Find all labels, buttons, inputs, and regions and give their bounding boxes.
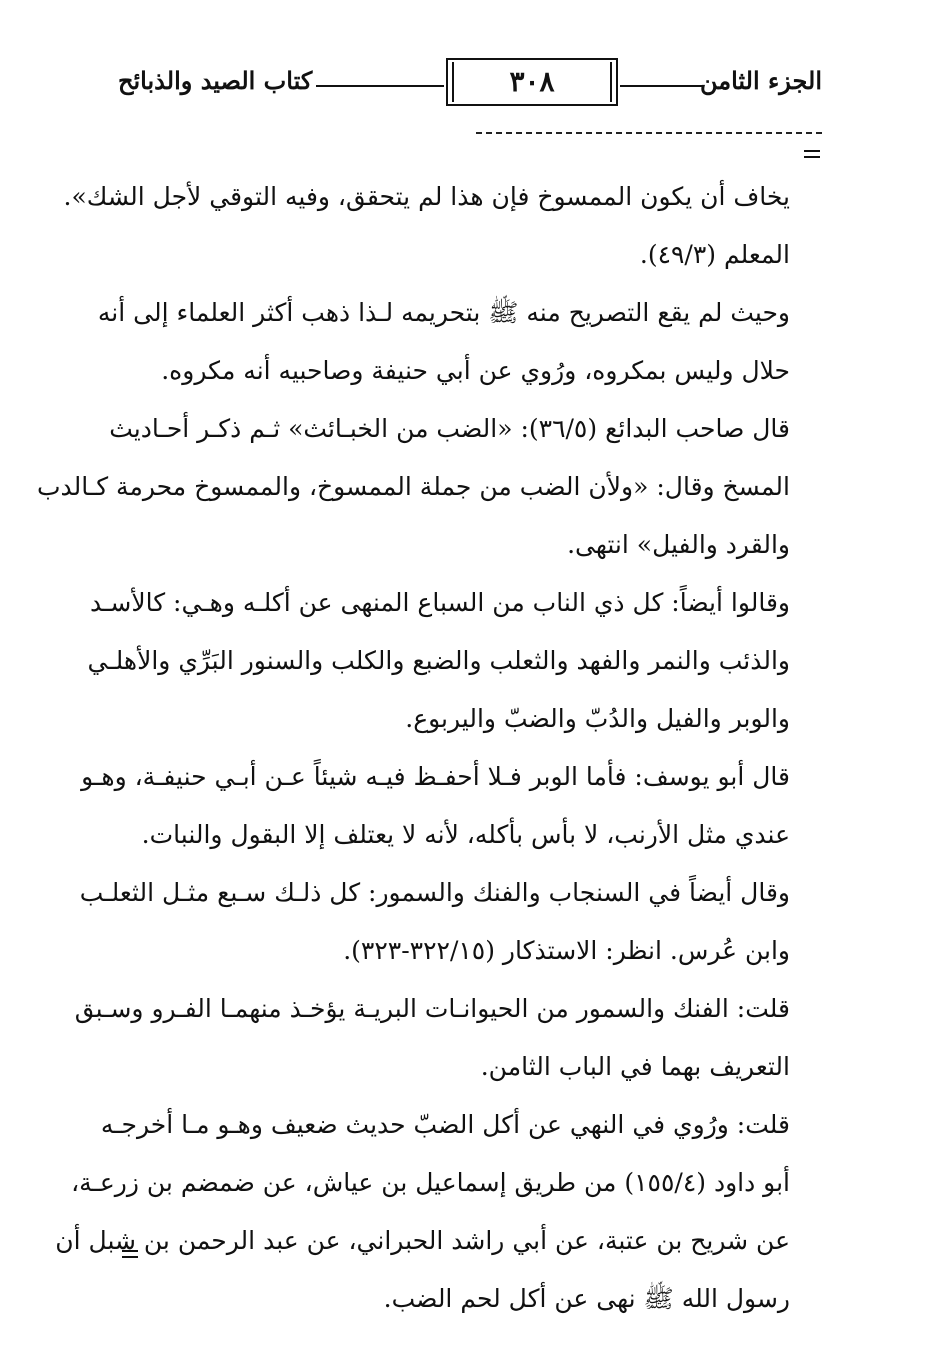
text-line: عن شريح بن عتبة، عن أبي راشد الحبراني، عن عبد الرحمن بن شبل أن <box>55 1226 790 1255</box>
footnote-body <box>36 168 790 1328</box>
text-line: قلت: الفنك والسمور من الحيوانـات البريـة يؤخـذ منهمـا الفـرو وسـبق <box>74 994 790 1023</box>
text-line: قلت: ورُوي في النهي عن أكل الضبّ حديث ضعيف وهـو مـا أخرجـه <box>100 1110 790 1139</box>
text-line: وقال أيضاً في السنجاب والفنك والسمور: كل ذلـك سـبع مثـل الثعلـب <box>79 878 790 907</box>
text-line: رسول الله ﷺ نهى عن أكل لحم الضب. <box>383 1284 790 1313</box>
page-header <box>118 58 822 112</box>
footnote-separator <box>476 132 822 134</box>
book-title: كتاب الصيد والذبائح <box>118 66 313 95</box>
text-line: وحيث لم يقع التصريح منه ﷺ بتحريمه لـذا ذهب أكثر العلماء إلى أنه <box>97 298 790 327</box>
text-line: والذئب والنمر والفهد والثعلب والضبع والكلب والسنور البَرِّي والأهلـي <box>87 646 790 675</box>
text-line: المسخ وقال: «ولأن الضب من جملة الممسوخ، والممسوخ محرمة كـالدب <box>36 472 790 501</box>
text-line: يخاف أن يكون الممسوخ فإن هذا لم يتحقق، وفيه التوقي لأجل الشك». <box>63 182 790 211</box>
part-label: الجزء الثامن <box>699 66 822 95</box>
text-line: وقالوا أيضاً: كل ذي الناب من السباع المنهى عن أكلـه وهـي: كالأسـد <box>89 588 790 617</box>
text-line: المعلم (٤٩/٣). <box>639 240 790 269</box>
text-line: قال أبو يوسف: فأما الوبر فـلا أحفـظ فيـه شيئاً عـن أبـي حنيفـة، وهـو <box>81 762 790 791</box>
continuation-mark-bottom <box>122 1250 138 1258</box>
header-rule-right <box>620 85 702 87</box>
page-number: ٣٠٨ <box>446 58 618 106</box>
text-line: حلال وليس بمكروه، ورُوي عن أبي حنيفة وصاحبيه أنه مكروه. <box>161 356 790 385</box>
text-line: أبو داود (١٥٥/٤) من طريق إسماعيل بن عياش، عن ضمضم بن زرعـة، <box>71 1168 790 1197</box>
text-line: التعريف بهما في الباب الثامن. <box>480 1052 790 1081</box>
text-line: وابن عُرس. انظر: الاستذكار (٣٢٢/١٥-٣٢٣). <box>343 936 790 965</box>
text-line: قال صاحب البدائع (٣٦/٥): «الضب من الخبـائث» ثـم ذكـر أحـاديث <box>109 414 790 443</box>
text-line: والقرد والفيل» انتهى. <box>567 530 790 559</box>
header-rule-left <box>316 85 444 87</box>
text-line: عندي مثل الأرنب، لا بأس بأكله، لأنه لا يعتلف إلا البقول والنبات. <box>141 820 790 849</box>
text-line: والوبر والفيل والدُبّ والضبّ واليربوع. <box>405 704 790 733</box>
continuation-mark-top <box>804 150 820 158</box>
